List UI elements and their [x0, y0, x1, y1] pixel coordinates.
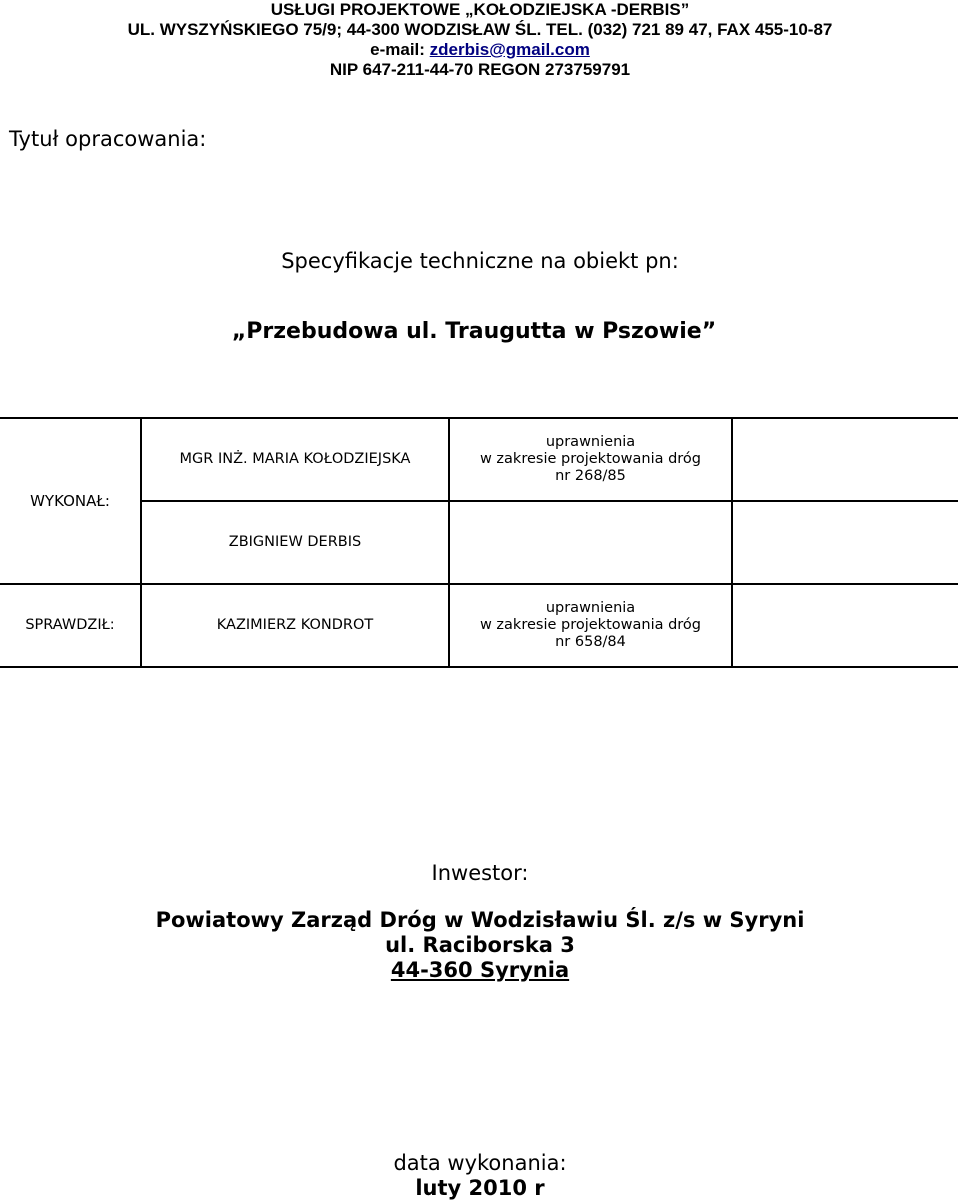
made-by-1-name-cell [141, 418, 449, 501]
company-email-line [0, 40, 960, 60]
investor-name: Powiatowy Zarząd Dróg w Wodzisławiu Śl. z/s w Syryni [155, 908, 805, 932]
investor-label: Inwestor: [431, 861, 529, 885]
email-label: e-mail: [370, 40, 430, 59]
signature-cell-1 [732, 418, 958, 501]
signature-row-checked [0, 584, 958, 667]
checked-permit-cell [449, 584, 732, 667]
checked-name-cell [141, 584, 449, 667]
email-link[interactable]: zderbis@gmail.com [429, 40, 590, 59]
made-by-label: WYKONAŁ: [30, 491, 110, 510]
company-ids: NIP 647-211-44-70 REGON 273759791 [329, 60, 631, 79]
date-value: luty 2010 r [415, 1176, 545, 1200]
made-by-label-cell [0, 418, 141, 584]
made-by-2-name-cell [141, 501, 449, 584]
checked-label-cell [0, 584, 141, 667]
document-title-label: Tytuł opracowania: [9, 127, 207, 151]
permit-line-3: nr 268/85 [555, 468, 626, 484]
company-name: USŁUGI PROJEKTOWE „KOŁODZIEJSKA -DERBIS” [270, 0, 690, 19]
permit-line-2: w zakresie projektowania dróg [479, 617, 702, 633]
investor-block [0, 908, 960, 983]
permit-line-1: uprawnienia [545, 600, 636, 616]
permit-line-2: w zakresie projektowania dróg [479, 451, 702, 467]
investor-postal: 44-360 Syrynia [390, 958, 570, 982]
made-by-2-permit-cell [449, 501, 732, 584]
signature-row-made-by-1 [0, 418, 958, 501]
permit-line-1: uprawnienia [545, 434, 636, 450]
date-label: data wykonania: [393, 1151, 567, 1175]
investor-street: ul. Raciborska 3 [385, 933, 575, 957]
signature-cell-3 [732, 584, 958, 667]
company-header [0, 0, 960, 80]
specification-title: Specyfikacje techniczne na obiekt pn: [281, 249, 679, 273]
checked-label: SPRAWDZIŁ: [25, 617, 115, 633]
object-name: „Przebudowa ul. Traugutta w Pszowie” [231, 319, 717, 344]
made-by-1-permit-cell [449, 418, 732, 501]
made-by-1-name: MGR INŻ. MARIA KOŁODZIEJSKA [179, 451, 411, 467]
signature-row-made-by-2 [0, 501, 958, 584]
made-by-2-name: ZBIGNIEW DERBIS [228, 534, 362, 550]
signature-table [0, 417, 958, 668]
checked-name: KAZIMIERZ KONDROT [216, 617, 374, 633]
signature-cell-2 [732, 501, 958, 584]
permit-line-3: nr 658/84 [555, 634, 626, 650]
company-address: UL. WYSZYŃSKIEGO 75/9; 44-300 WODZISŁAW ŚL. TEL. (032) 721 89 47, FAX 455-10-87 [127, 20, 833, 39]
